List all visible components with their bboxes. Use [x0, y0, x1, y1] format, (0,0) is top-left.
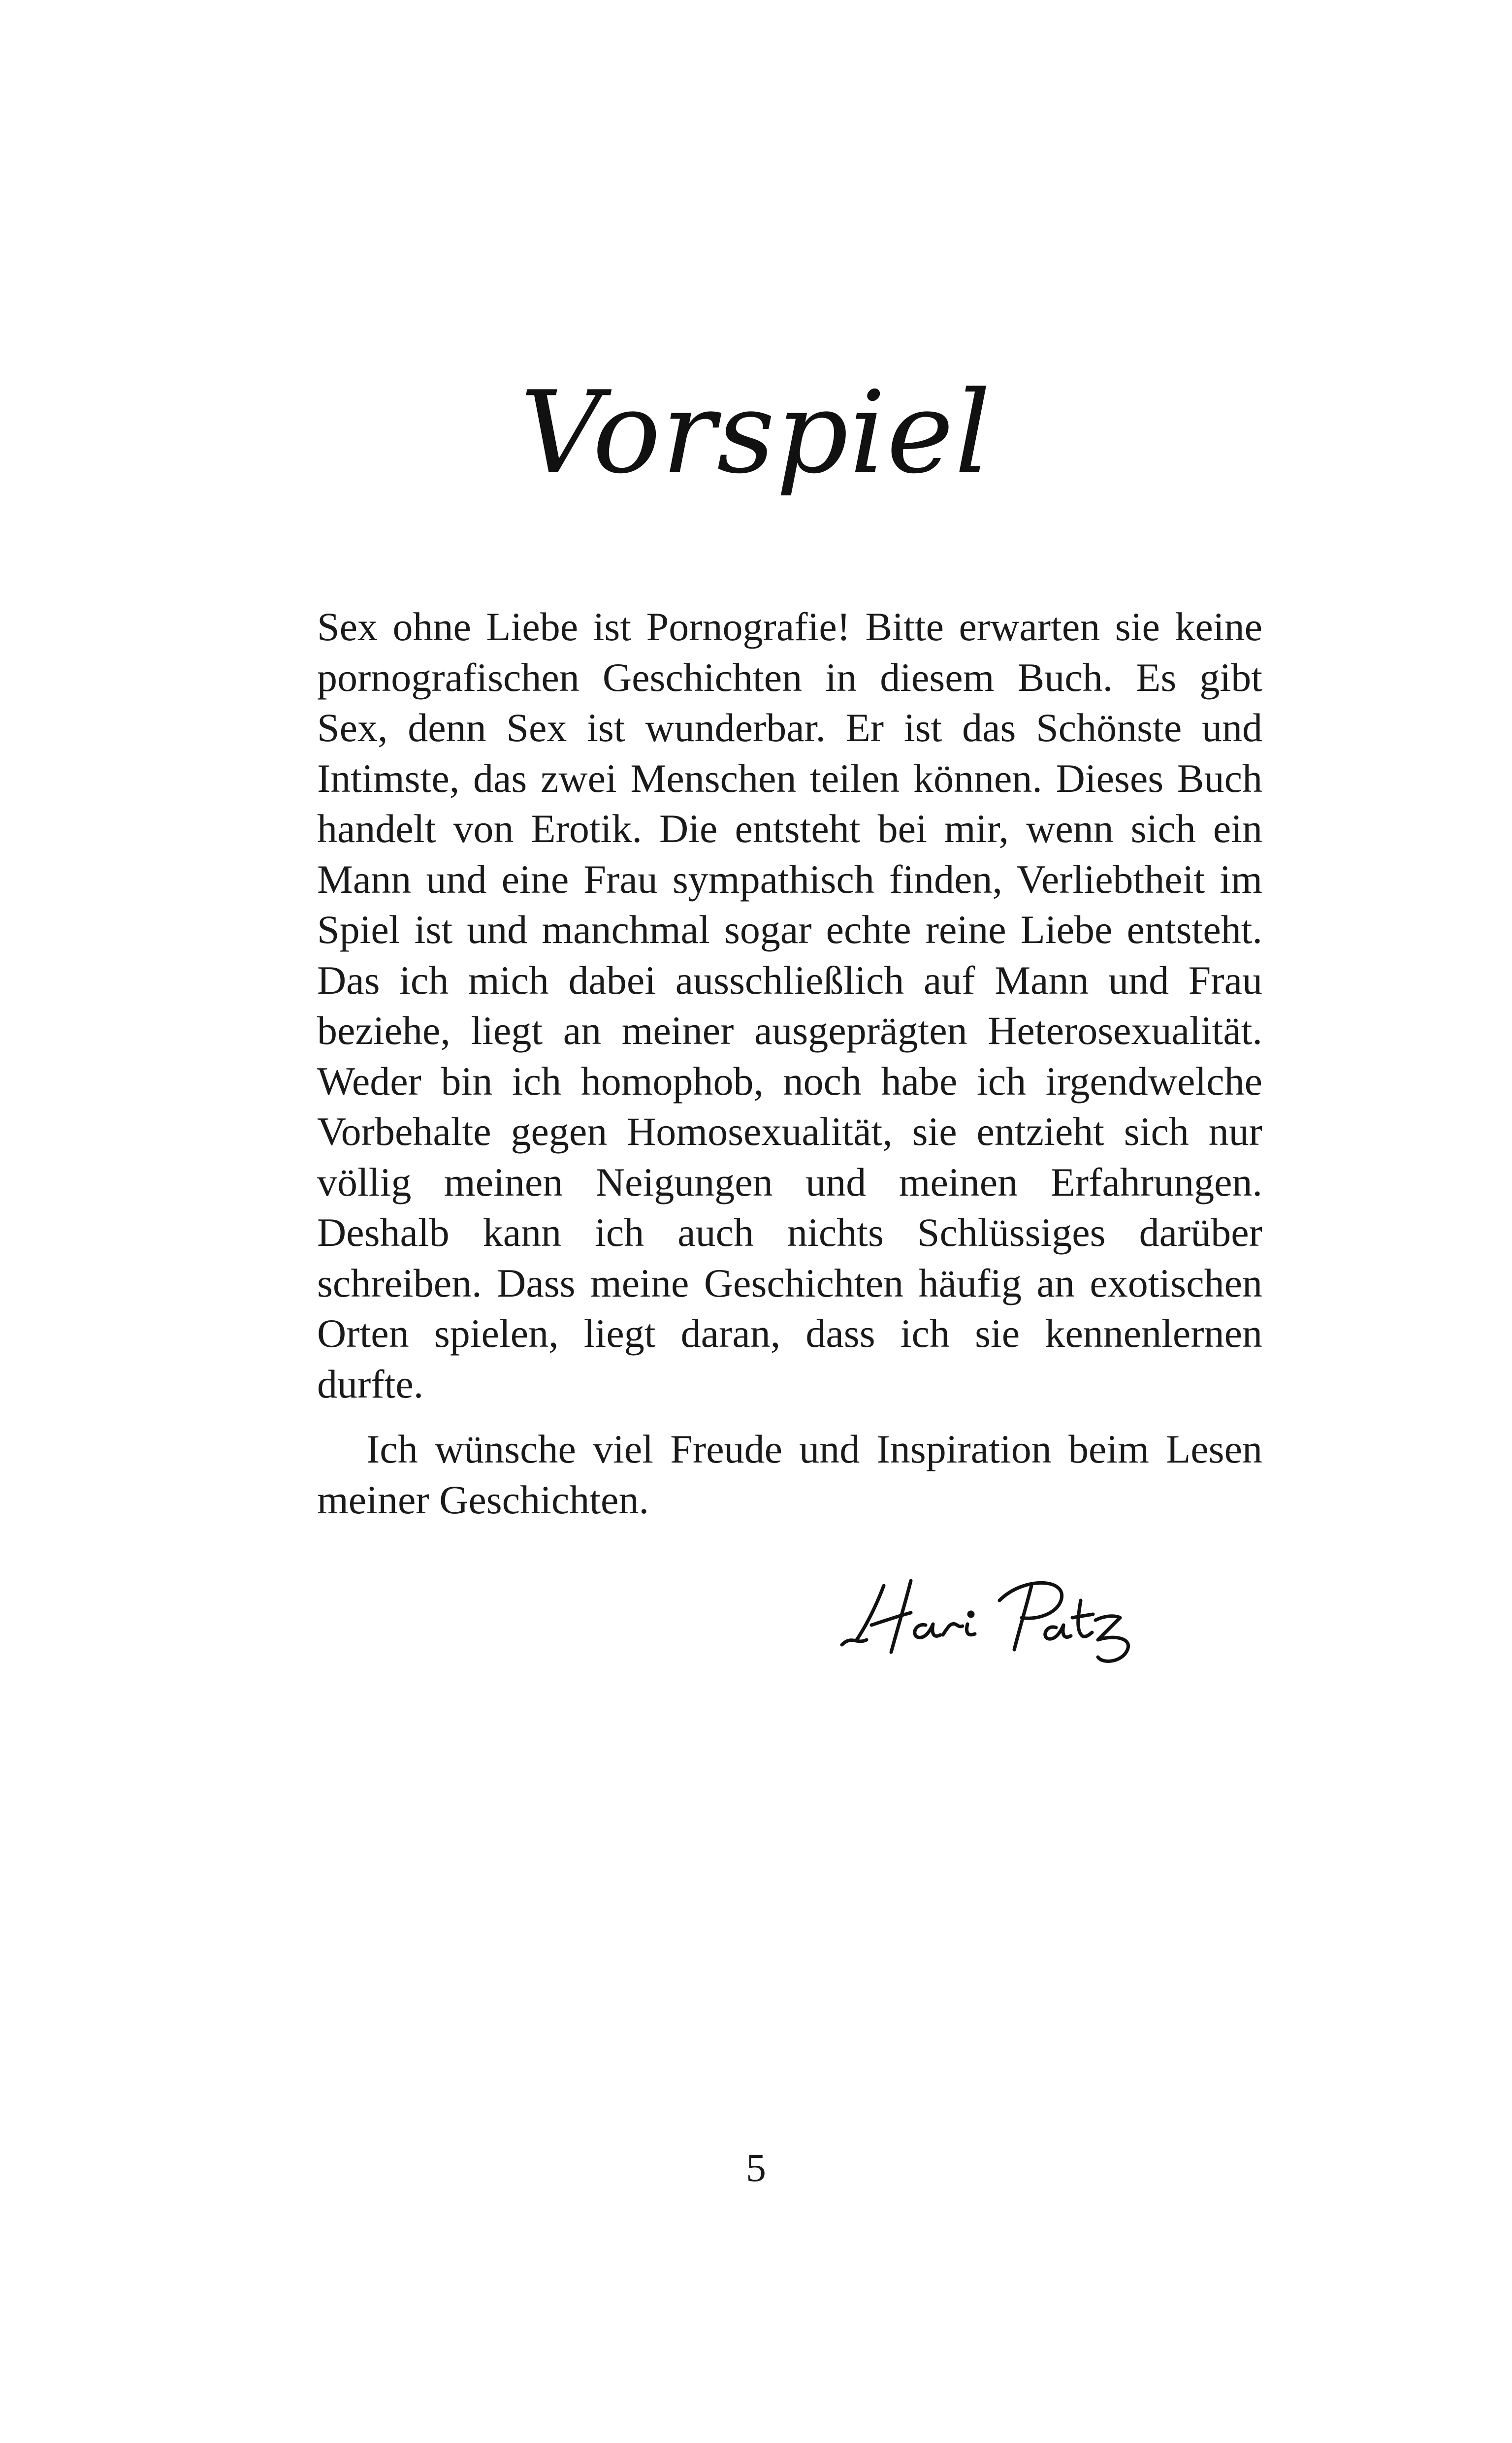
paragraph-2: Ich wünsche viel Freude und Inspiration beim Lesen meiner Geschichten.: [317, 1427, 1262, 1522]
body-text: [317, 602, 1262, 1525]
chapter-title: Vorspiel: [520, 367, 992, 499]
author-signature: [837, 1566, 1152, 1674]
signature-drawing: [837, 1566, 1152, 1674]
page-number: 5: [746, 2145, 766, 2190]
paragraph-1: Sex ohne Liebe ist Pornografie! Bitte erwarten sie keine pornografischen Geschichten in diesem Buch. Es gibt Sex, denn Sex ist wunderbar. Er ist das Schönste und Intimste, das zwei Menschen teilen können. Dieses Buch handelt von Erotik. Die entsteht bei mir, wenn sich ein Mann und eine Frau sympathisch finden, Verliebtheit im Spiel ist und manchmal sogar echte reine Liebe entsteht. Das ich mich dabei ausschließlich auf Mann und Frau beziehe, liegt an meiner ausgeprägten Heterosexualität. Weder bin ich homophob, noch habe ich irgendwelche Vorbehalte gegen Homosexualität, sie entzieht sich nur völlig meinen Neigungen und meinen Erfahrungen. Deshalb kann ich auch nichts Schlüssiges darüber schreiben. Dass meine Geschichten häufig an exotischen Orten spielen, liegt daran, dass ich sie kennenlernen durfte.: [317, 604, 1262, 1406]
